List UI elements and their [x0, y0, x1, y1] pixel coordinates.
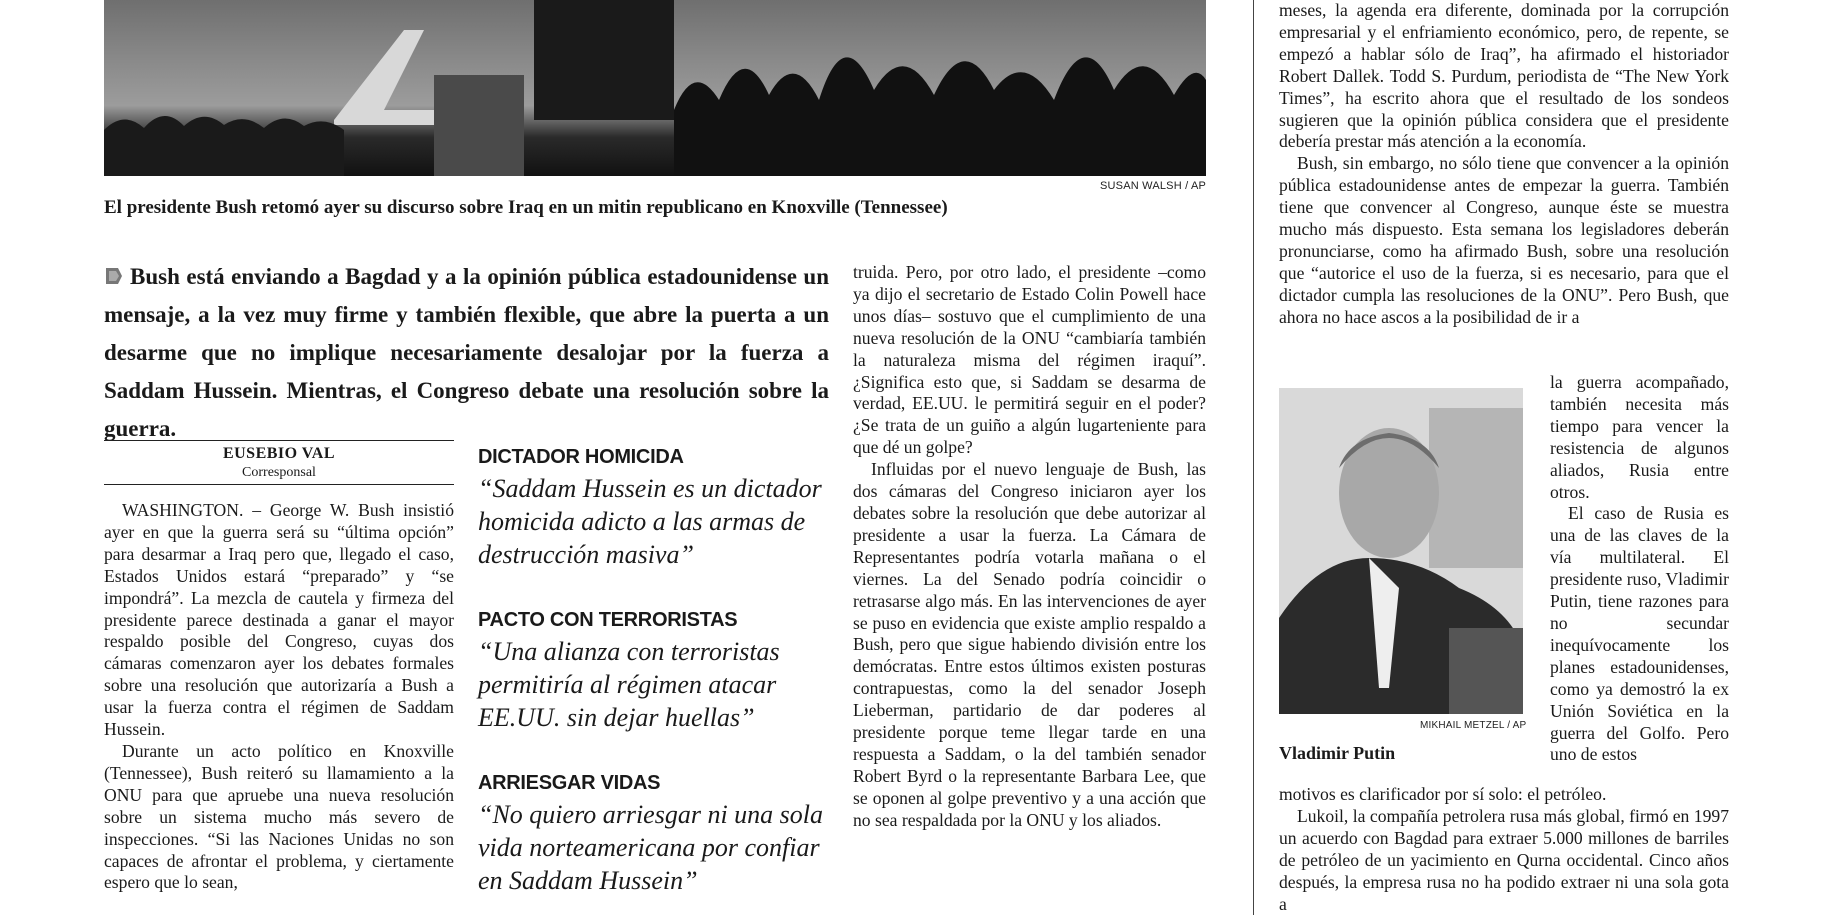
paragraph: Influidas por el nuevo lenguaje de Bush, las dos cámaras del Congreso iniciaron ayer los debates sobre la resolución que debe autorizar al presidente a usar la fuerza. La Cámara de Representantes podría votarla mañana o el viernes. La del Senado podría coincidir o retrasarse algo más. En las intervenciones de ayer se puso en evidencia que existe amplio respaldo a Bush, pero que sigue habiendo división entre los demócratas. Entre estos últimos existen posturas contrapuestas, como la del senador Joseph Lieberman, partidario de dar poderes al presidente porque teme llegar tarde en una respuesta a Saddam, o la del también senador Robert Byrd o la representante Barbara Lee, que se oponen al golpe preventivo y a una acción que no sea respaldada por la ONU y los aliados.: [853, 459, 1206, 830]
bullet-icon: [104, 266, 124, 286]
quote-block: [478, 771, 828, 897]
paragraph: Durante un acto político en Knoxville (Tennessee), Bush reiteró su llamamiento a la ONU para que apruebe una nueva resolución sobre un sistema mucho más severo de inspecciones. “Si las Naciones Unidas no son capaces de afrontar el problema, y ciertamente espero que lo sean,: [104, 740, 454, 893]
lead-text: Bush está enviando a Bagdad y a la opinión pública estadounidense un mensaje, a la vez muy firme y también flexible, que abre la puerta a un desarme que no implique necesariamente desalojar por la fuerza a Saddam Hussein. Mientras, el Congreso debate una resolución sobre la guerra.: [104, 264, 829, 441]
speaker-silhouette: [534, 0, 674, 120]
author-name: EUSEBIO VAL: [222, 445, 336, 462]
article-column-5-bottom: [1279, 784, 1729, 915]
quote-heading: PACTO CON TERRORISTAS: [478, 609, 738, 631]
article-column-5-right: [1550, 372, 1729, 766]
paragraph: la guerra acompañado, también necesita más tiempo para vencer la resistencia de algunos aliados, Rusia entre otros.: [1550, 372, 1729, 502]
quote-text: “No quiero arriesgar ni una sola vida norteamericana por confiar en Saddam Hussein”: [478, 800, 824, 895]
column-divider: [1253, 0, 1254, 915]
quote-text: “Saddam Hussein es un dictador homicida adicto a las armas de destrucción masiva”: [478, 474, 822, 569]
byline: [104, 440, 454, 485]
putin-photo: [1279, 388, 1523, 714]
quote-block: [478, 608, 828, 734]
photo-caption: El presidente Bush retomó ayer su discurso sobre Iraq en un mitin republicano en Knoxville (Tennessee): [104, 197, 948, 218]
rally-photo-image: [104, 0, 1206, 176]
podium: [434, 75, 524, 176]
quote-heading: DICTADOR HOMICIDA: [478, 446, 684, 468]
crowd-left: [104, 116, 344, 176]
paragraph: Lukoil, la compañía petrolera rusa más global, firmó en 1997 un acuerdo con Bagdad para extraer 5.000 millones de barriles de petróleo de un yacimiento en Qurna occidental. Cinco años después, la empresa rusa no ha podido extraer ni una sola gota a: [1279, 805, 1729, 914]
quote-block: [478, 445, 828, 571]
lead-paragraph: [104, 258, 829, 448]
paragraph: El caso de Rusia es una de las claves de la vía multilateral. El presidente ruso, Vladimir Putin, tiene razones para no secundar inequívocamente los planes estadounidenses, como ya demostró la ex Unión Soviética en la guerra del Golfo. Pero uno de estos: [1550, 503, 1729, 765]
article-column-3: [853, 262, 1206, 832]
article-column-5-top: [1279, 0, 1729, 329]
paragraph: Bush, sin embargo, no sólo tiene que convencer a la opinión pública estadounidense antes de empezar la guerra. También tiene que convencer al Congreso, aunque éste se muestra mucho más dispuesto. Esta semana los legisladores deberán pronunciarse, como ha afirmado Bush, sobre una resolución que “autorice el uso de la fuerza, si es necesario, para que el dictador cumpla las resoluciones de la ONU”. Pero Bush, que ahora no hace ascos a la posibilidad de ir a: [1279, 153, 1729, 327]
putin-caption: Vladimir Putin: [1279, 743, 1396, 763]
paragraph: WASHINGTON. – George W. Bush insistió ayer en que la guerra será su “última opción” para desarmar a Iraq pero que, llegado el caso, Estados Unidos estará “preparado” y “se impondrá”. La mezcla de cautela y firmeza del presidente parece destinada a ganar el mayor respaldo posible del Congreso, cuyas dos cámaras comenzaron ayer los debates formales sobre una resolución que autorizaría a Bush a usar la fuerza contra el régimen de Saddam Hussein.: [104, 500, 454, 740]
paragraph: meses, la agenda era diferente, dominada por la corrupción empresarial y el enfriamiento económico, pero, de repente, se empezó a hablar sólo de Iraq”, ha afirmado el historiador Robert Dallek. Todd S. Purdum, periodista de “The New York Times”, ha escrito ahora que el resultado de los sondeos sugieren que la opinión pública considera que el presidente debería prestar más atención a la economía.: [1279, 0, 1729, 152]
top-photo: [104, 0, 1206, 176]
putin-photo-image: [1279, 388, 1523, 714]
paragraph: truida. Pero, por otro lado, el presidente –como ya dijo el secretario de Estado Colin Powell hace unos días– sostuvo que el cumplimiento de una nueva resolución de la ONU “cambiaría también la naturaleza misma del régimen iraquí”. ¿Significa esto que, si Saddam se desarma de verdad, EE.UU. le permitirá seguir en el poder? ¿Se trata de un guiño a algún lugarteniente para que dé un golpe?: [853, 262, 1206, 458]
photo-credit: SUSAN WALSH / AP: [1100, 180, 1207, 192]
crowd-right: [674, 57, 1206, 176]
author-role: Corresponsal: [242, 465, 316, 480]
putin-photo-credit: MIKHAIL METZEL / AP: [1420, 720, 1527, 731]
article-column-1: [104, 500, 454, 894]
paragraph: motivos es clarificador por sí solo: el petróleo.: [1279, 784, 1607, 804]
quote-heading: ARRIESGAR VIDAS: [478, 772, 661, 794]
quote-text: “Una alianza con terroristas permitiría al régimen atacar EE.UU. sin dejar huellas”: [478, 637, 780, 732]
